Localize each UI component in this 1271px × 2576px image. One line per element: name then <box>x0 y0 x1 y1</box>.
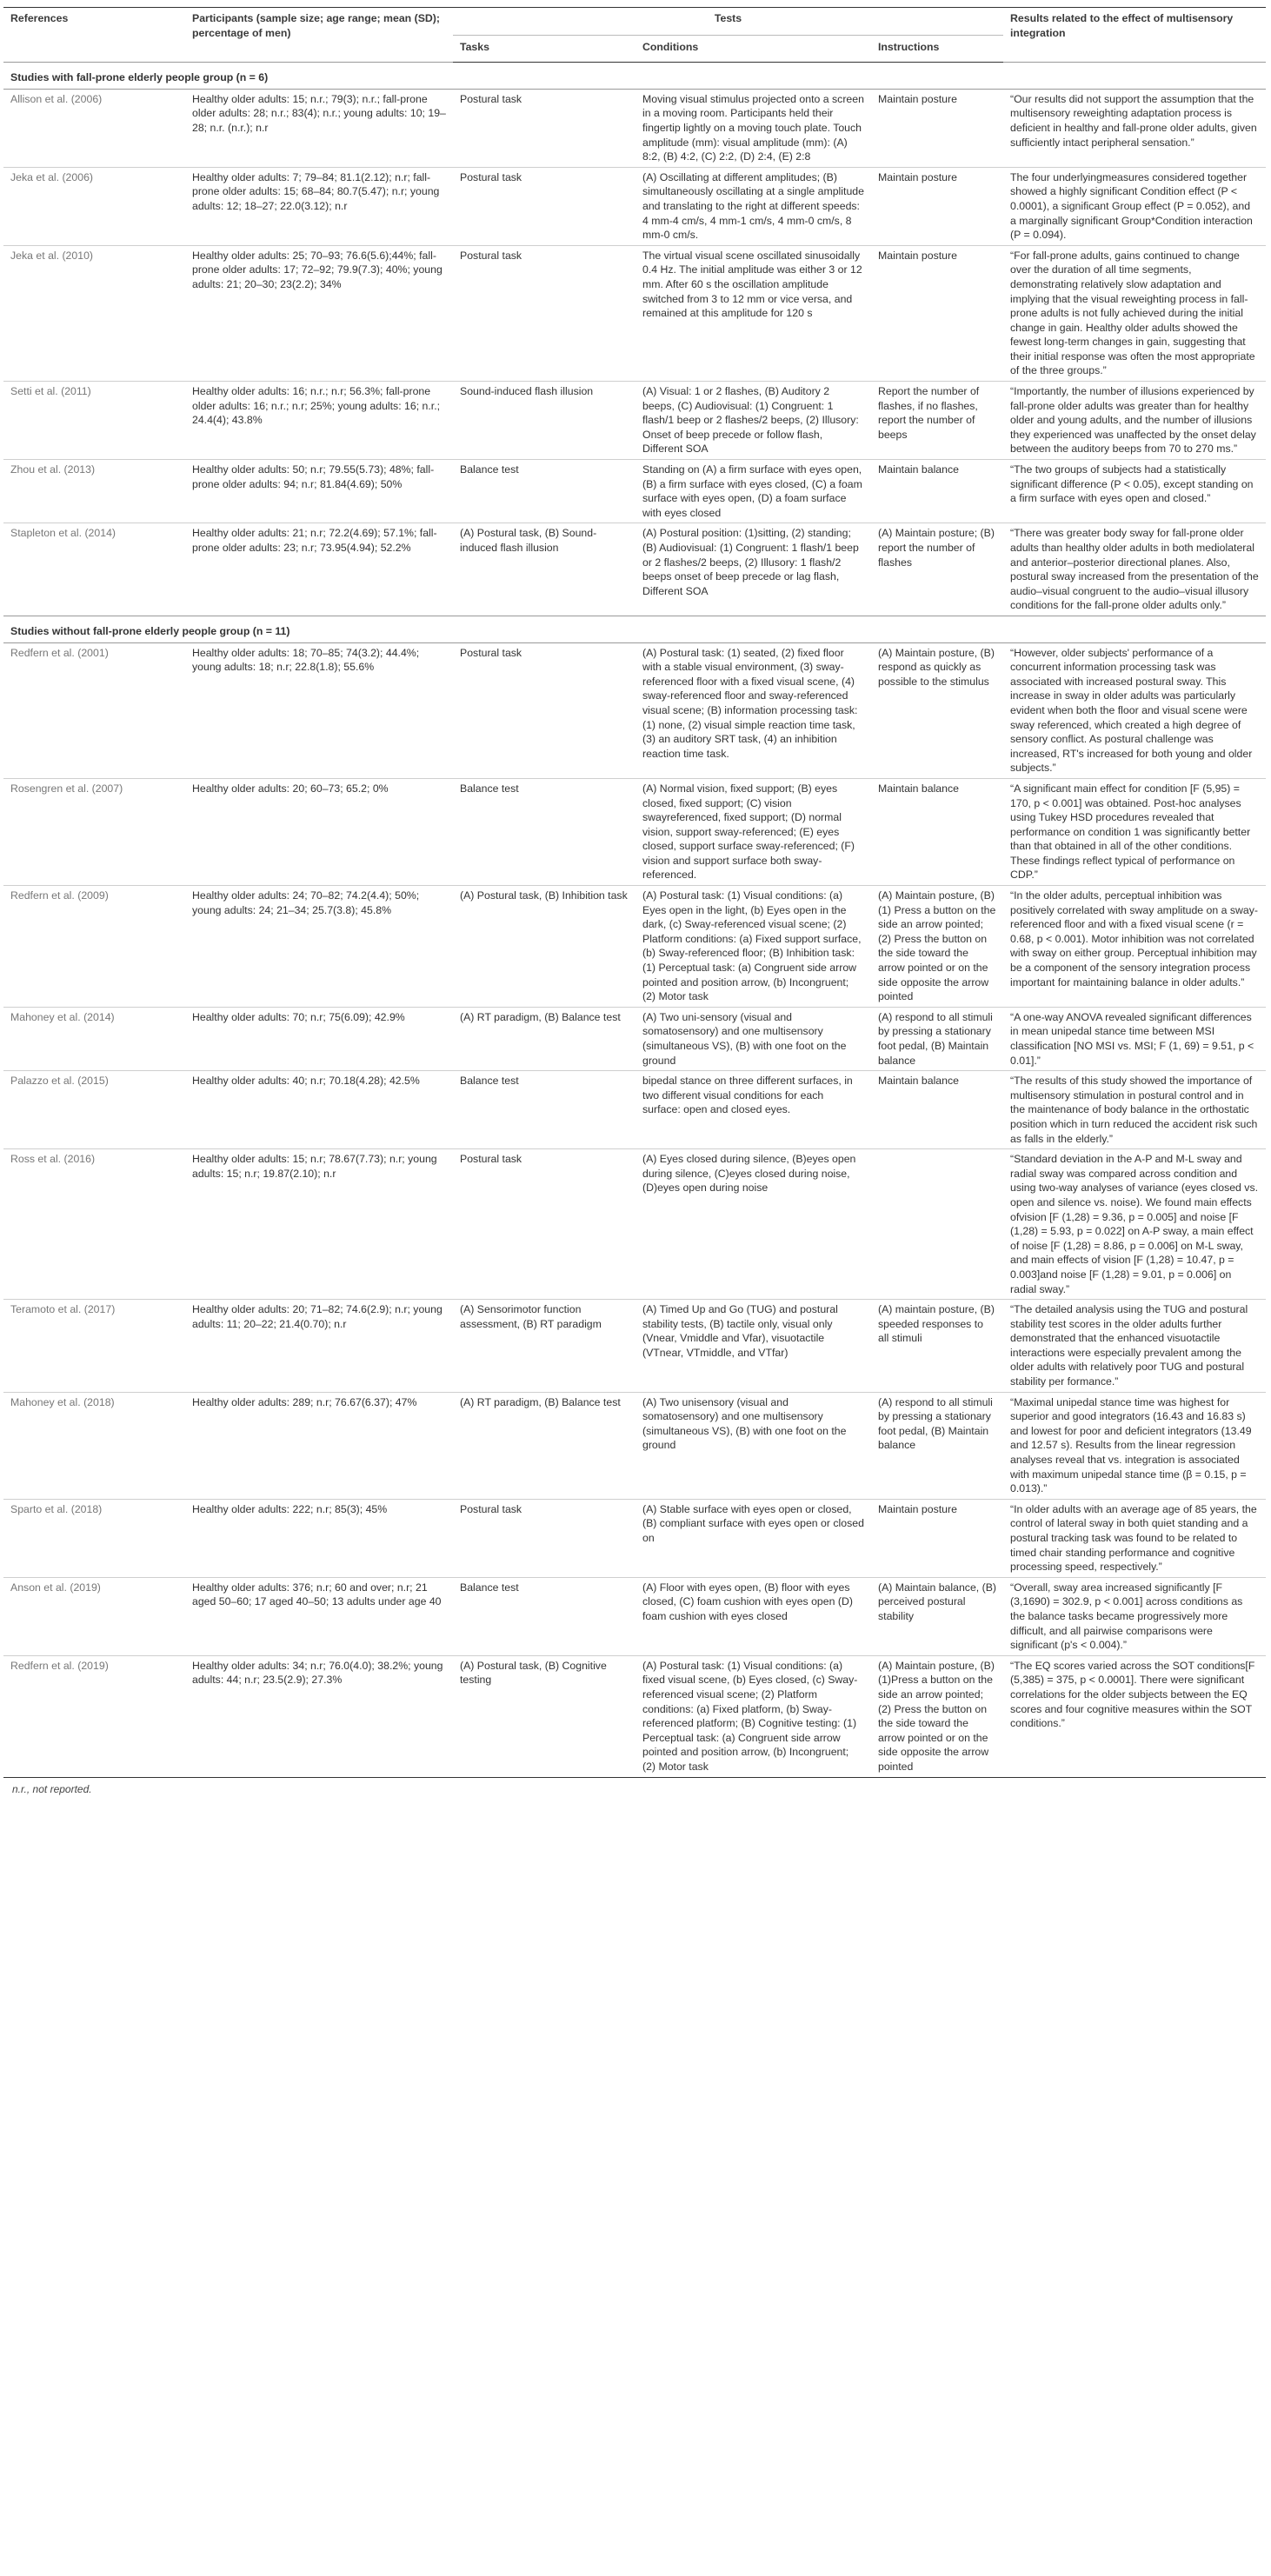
table-row <box>3 245 1266 381</box>
results-cell: “In the older adults, perceptual inhibition was positively correlated with sway amplitude on a sway-referenced floor and with a fixed visual scene (r = 0.68, p < 0.001). Motor inhibition was not correlated with sway on either group. Perceptual inhibition may be a component of the sensory integration process important for maintaining balance in older adults.” <box>1003 886 1266 1008</box>
results-cell: “However, older subjects' performance of a concurrent information processing task was associated with increased postural sway. This increase in sway in older adults was particularly evident when both the floor and visual scene were sway referenced, which created a high degree of sensory conflict. As postural challenge was increased, RT's increased for both young and older subjects.” <box>1003 642 1266 778</box>
participants-cell: Healthy older adults: 70; n.r; 75(6.09); 42.9% <box>185 1007 453 1070</box>
table-row <box>3 1577 1266 1655</box>
instructions-cell: (A) respond to all stimuli by pressing a stationary foot pedal, (B) Maintain balance <box>871 1392 1003 1499</box>
results-cell: “Standard deviation in the A-P and M-L sway and radial sway was compared across condition and using two-way analyses of variance (eyes closed vs. open and silence vs. noise). We found main effects ofvision [F (1,28) = 9.36, p = 0.005] and noise [F (1,28) = 5.93, p = 0.022] on A-P sway, a main effect of noise [F (1,28) = 8.86, p = 0.006] on M-L sway, and main effects of vision [F (1,28) = 10.47, p = 0.003]and noise [F (1,28) = 9.01, p = 0.006] on radial sway.” <box>1003 1149 1266 1300</box>
conditions-cell: (A) Two uni-sensory (visual and somatosensory) and one multisensory (simultaneous VS), (B) with one foot on the ground <box>636 1007 871 1070</box>
conditions-cell: (A) Timed Up and Go (TUG) and postural stability tests, (B) tactile only, visual only (Vnear, Vmiddle and Vfar), visuotactile (VTnear, VTmiddle, and VTfar) <box>636 1300 871 1393</box>
group-label: Studies with fall-prone elderly people group (n = 6) <box>3 63 1266 90</box>
group-header-row <box>3 616 1266 642</box>
instructions-cell: Maintain posture <box>871 1499 1003 1577</box>
table-row <box>3 89 1266 167</box>
table-row <box>3 1392 1266 1499</box>
results-cell: “The detailed analysis using the TUG and postural stability test scores in the older adults further demonstrated that the enhanced visuotactile interactions were especially prevalent among the older adults with relatively poor TUG and postural stability per formance.” <box>1003 1300 1266 1393</box>
participants-cell: Healthy older adults: 25; 70–93; 76.6(5.6);44%; fall-prone older adults: 17; 72–92; 79.9(7.3); 40%; young adults: 21; 20–30; 23(2.2); 34% <box>185 245 453 381</box>
group-header-row <box>3 63 1266 90</box>
tasks-cell: Balance test <box>453 1071 636 1149</box>
reference-cell: Jeka et al. (2006) <box>3 167 185 245</box>
table-row <box>3 382 1266 460</box>
participants-cell: Healthy older adults: 20; 71–82; 74.6(2.9); n.r; young adults: 11; 20–22; 21.4(0.70); n.r <box>185 1300 453 1393</box>
instructions-cell: Maintain posture <box>871 167 1003 245</box>
reference-cell: Sparto et al. (2018) <box>3 1499 185 1577</box>
table-footnote: n.r., not reported. <box>12 1782 92 1795</box>
conditions-cell: (A) Oscillating at different amplitudes; (B) simultaneously oscillating at a single amplitude and translating to the right at different speeds: 4 mm-4 cm/s, 4 mm-1 cm/s, 4 mm-0 cm/s, 8 mm-0 cm/s. <box>636 167 871 245</box>
tasks-cell: (A) RT paradigm, (B) Balance test <box>453 1392 636 1499</box>
instructions-cell: Maintain posture <box>871 245 1003 381</box>
participants-cell: Healthy older adults: 289; n.r; 76.67(6.37); 47% <box>185 1392 453 1499</box>
table-row <box>3 778 1266 885</box>
instructions-cell: (A) Maintain posture, (B) (1)Press a button on the side an arrow pointed; (2) Press the button on the side toward the arrow pointed or on the side opposite the arrow pointed <box>871 1655 1003 1777</box>
results-cell: The four underlyingmeasures considered together showed a highly significant Condition effect (P < 0.0001), a significant Group effect (P = 0.052), and a marginally significant Group*Condition interaction (P = 0.094). <box>1003 167 1266 245</box>
participants-cell: Healthy older adults: 34; n.r; 76.0(4.0); 38.2%; young adults: 44; n.r; 23.5(2.9); 27.3% <box>185 1655 453 1777</box>
header-tests: Tests <box>453 8 1003 36</box>
reference-cell: Redfern et al. (2009) <box>3 886 185 1008</box>
tasks-cell: Balance test <box>453 1577 636 1655</box>
conditions-cell: (A) Visual: 1 or 2 flashes, (B) Auditory 2 beeps, (C) Audiovisual: (1) Congruent: 1 flash/1 beep or 2 flashes/2 beeps, (2) Illusory: Onset of beep precede or follow flash, Different SOA <box>636 382 871 460</box>
header-conditions: Conditions <box>636 35 871 63</box>
header-participants: Participants (sample size; age range; mean (SD); percentage of men) <box>185 8 453 63</box>
instructions-cell <box>871 1149 1003 1300</box>
header-results: Results related to the effect of multisensory integration <box>1003 8 1266 63</box>
instructions-cell: (A) respond to all stimuli by pressing a stationary foot pedal, (B) Maintain balance <box>871 1007 1003 1070</box>
table-row <box>3 886 1266 1008</box>
conditions-cell: (A) Normal vision, fixed support; (B) eyes closed, fixed support; (C) vision swayreferenced, fixed support; (D) normal vision, support sway-referenced; (E) eyes closed, support surface sway-referenced; (F) vision and support surface both sway-referenced. <box>636 778 871 885</box>
instructions-cell: Report the number of flashes, if no flashes, report the number of beeps <box>871 382 1003 460</box>
participants-cell: Healthy older adults: 15; n.r.; 79(3); n.r.; fall-prone older adults: 28; n.r.; 83(4); n.r.; young adults: 10; 19–28; n.r. (n.r.); n.r <box>185 89 453 167</box>
reference-cell: Redfern et al. (2019) <box>3 1655 185 1777</box>
reference-cell: Mahoney et al. (2018) <box>3 1392 185 1499</box>
table-row <box>3 460 1266 523</box>
conditions-cell: The virtual visual scene oscillated sinusoidally 0.4 Hz. The initial amplitude was either 3 or 12 mm. After 60 s the oscillation amplitude switched from 3 to 12 mm or vice versa, and remained at this amplitude for 120 s <box>636 245 871 381</box>
studies-table <box>3 7 1266 1778</box>
results-cell: “The results of this study showed the importance of multisensory stimulation in postural control and in the maintenance of body balance in the orthostatic position which in turn reduced the accident risk such as falls in the elderly.” <box>1003 1071 1266 1149</box>
participants-cell: Healthy older adults: 20; 60–73; 65.2; 0% <box>185 778 453 885</box>
instructions-cell: (A) Maintain posture; (B) report the number of flashes <box>871 523 1003 616</box>
reference-cell: Jeka et al. (2010) <box>3 245 185 381</box>
conditions-cell: (A) Postural position: (1)sitting, (2) standing; (B) Audiovisual: (1) Congruent: 1 flash/1 beep or 2 flashes/2 beeps, (2) Illusory: 1 flash/2 beeps onset of beep precede or lag flash, Different SOA <box>636 523 871 616</box>
participants-cell: Healthy older adults: 15; n.r; 78.67(7.73); n.r; young adults: 15; n.r; 19.87(2.10); n.r <box>185 1149 453 1300</box>
instructions-cell: Maintain balance <box>871 778 1003 885</box>
participants-cell: Healthy older adults: 18; 70–85; 74(3.2); 44.4%; young adults: 18; n.r; 22.8(1.8); 55.6% <box>185 642 453 778</box>
reference-cell: Teramoto et al. (2017) <box>3 1300 185 1393</box>
participants-cell: Healthy older adults: 222; n.r; 85(3); 45% <box>185 1499 453 1577</box>
conditions-cell: (A) Stable surface with eyes open or closed, (B) compliant surface with eyes open or closed on <box>636 1499 871 1577</box>
instructions-cell: (A) maintain posture, (B) speeded responses to all stimuli <box>871 1300 1003 1393</box>
tasks-cell: Sound-induced flash illusion <box>453 382 636 460</box>
tasks-cell: Balance test <box>453 778 636 885</box>
table-row <box>3 1499 1266 1577</box>
table-body <box>3 63 1266 1777</box>
tasks-cell: Postural task <box>453 89 636 167</box>
conditions-cell: (A) Postural task: (1) Visual conditions: (a) Eyes open in the light, (b) Eyes open in the dark, (c) Sway-referenced visual scene; (2) Platform conditions: (a) Fixed support surface, (b) Sway-referenced floor; (B) Inhibition task: (1) Perceptual task: (a) Congruent side arrow pointed and position arrow, (b) Incongruent; (2) Motor task <box>636 886 871 1008</box>
table-row <box>3 1655 1266 1777</box>
results-cell: “Overall, sway area increased significantly [F (3,1690) = 302.9, p < 0.001] across conditions as the balance tasks became progressively more difficult, and all pairwise comparisons were significant (p's < 0.004).” <box>1003 1577 1266 1655</box>
results-cell: “In older adults with an average age of 85 years, the control of lateral sway in both quiet standing and a postural tracking task was found to be related to timed chair standing performance and cognitive processing speed, respectively.” <box>1003 1499 1266 1577</box>
conditions-cell: (A) Postural task: (1) seated, (2) fixed floor with a stable visual environment, (3) sway-referenced floor with a fixed visual scene, (4) sway-referenced floor and sway-referenced visual scene; (B) information processing task: (1) none, (2) visual simple reaction time task, (3) an auditory SRT task, (4) an inhibition reaction time task. <box>636 642 871 778</box>
reference-cell: Rosengren et al. (2007) <box>3 778 185 885</box>
instructions-cell: (A) Maintain posture, (B) (1) Press a button on the side an arrow pointed; (2) Press the button on the side toward the arrow pointed or on the side opposite the arrow pointed <box>871 886 1003 1008</box>
reference-cell: Anson et al. (2019) <box>3 1577 185 1655</box>
header-references: References <box>3 8 185 63</box>
conditions-cell: Standing on (A) a firm surface with eyes open, (B) a firm surface with eyes closed, (C) a foam surface with eyes open, (D) a foam surface with eyes closed <box>636 460 871 523</box>
conditions-cell: (A) Floor with eyes open, (B) floor with eyes closed, (C) foam cushion with eyes open (D) foam cushion with eyes closed <box>636 1577 871 1655</box>
tasks-cell: Balance test <box>453 460 636 523</box>
reference-cell: Zhou et al. (2013) <box>3 460 185 523</box>
results-cell: “A significant main effect for condition [F (5,95) = 170, p < 0.001] was obtained. Post-hoc analyses using Tukey HSD procedures revealed that performance on condition 1 was significantly better than that obtained in all of the other conditions. These findings reflect typical of performance on CDP.” <box>1003 778 1266 885</box>
table-row <box>3 1300 1266 1393</box>
table-row <box>3 1007 1266 1070</box>
table-row <box>3 1071 1266 1149</box>
header-instructions: Instructions <box>871 35 1003 63</box>
participants-cell: Healthy older adults: 40; n.r; 70.18(4.28); 42.5% <box>185 1071 453 1149</box>
reference-cell: Ross et al. (2016) <box>3 1149 185 1300</box>
table-row <box>3 523 1266 616</box>
reference-cell: Redfern et al. (2001) <box>3 642 185 778</box>
instructions-cell: Maintain posture <box>871 89 1003 167</box>
conditions-cell: (A) Postural task: (1) Visual conditions: (a) fixed visual scene, (b) Eyes closed, (c) Sway-referenced visual scene; (2) Platform conditions: (a) Fixed platform, (b) Sway-referenced platform; (B) Cognitive testing: (1) Perceptual task: (a) Congruent side arrow pointed and position arrow, (b) Incongruent; (2) Motor task <box>636 1655 871 1777</box>
tasks-cell: (A) Sensorimotor function assessment, (B) RT paradigm <box>453 1300 636 1393</box>
tasks-cell: (A) RT paradigm, (B) Balance test <box>453 1007 636 1070</box>
conditions-cell: (A) Eyes closed during silence, (B)eyes open during silence, (C)eyes closed during noise, (D)eyes open during noise <box>636 1149 871 1300</box>
tasks-cell: (A) Postural task, (B) Sound-induced flash illusion <box>453 523 636 616</box>
table-row <box>3 642 1266 778</box>
tasks-cell: (A) Postural task, (B) Cognitive testing <box>453 1655 636 1777</box>
results-cell: “Importantly, the number of illusions experienced by fall-prone older adults was greater than for healthy older and young adults, and the number of illusions they experienced was unaffected by the onset delay between the auditory beeps from 70 to 270 ms.” <box>1003 382 1266 460</box>
table-row <box>3 167 1266 245</box>
tasks-cell: Postural task <box>453 167 636 245</box>
participants-cell: Healthy older adults: 376; n.r; 60 and over; n.r; 21 aged 50–60; 17 aged 40–50; 13 adults under age 40 <box>185 1577 453 1655</box>
reference-cell: Setti et al. (2011) <box>3 382 185 460</box>
group-label: Studies without fall-prone elderly people group (n = 11) <box>3 616 1266 642</box>
instructions-cell: Maintain balance <box>871 460 1003 523</box>
tasks-cell: Postural task <box>453 1149 636 1300</box>
participants-cell: Healthy older adults: 16; n.r.; n.r; 56.3%; fall-prone older adults: 16; n.r.; n.r; 25%; young adults: 16; n.r.; 24.4(4); 43.8% <box>185 382 453 460</box>
results-cell: “Maximal unipedal stance time was highest for superior and good integrators (16.43 and 16.83 s) and lowest for poor and deficient integrators (13.49 and 12.57 s). Results from the linear regression analyses reveal that vs. integration is associated with maximum unipedal stance time (β = 0.15, p = 0.013).” <box>1003 1392 1266 1499</box>
reference-cell: Mahoney et al. (2014) <box>3 1007 185 1070</box>
instructions-cell: (A) Maintain posture, (B) respond as quickly as possible to the stimulus <box>871 642 1003 778</box>
participants-cell: Healthy older adults: 24; 70–82; 74.2(4.4); 50%; young adults: 24; 21–34; 25.7(3.8); 45.8% <box>185 886 453 1008</box>
conditions-cell: (A) Two unisensory (visual and somatosensory) and one multisensory (simultaneous VS), (B) with one foot on the ground <box>636 1392 871 1499</box>
results-cell: “The two groups of subjects had a statistically significant difference (P < 0.05), except standing on a firm surface with eyes open and closed.” <box>1003 460 1266 523</box>
instructions-cell: Maintain balance <box>871 1071 1003 1149</box>
tasks-cell: Postural task <box>453 642 636 778</box>
participants-cell: Healthy older adults: 7; 79–84; 81.1(2.12); n.r; fall-prone older adults: 15; 68–84; 80.7(5.47); n.r; young adults: 12; 18–27; 22.0(3.12); n.r <box>185 167 453 245</box>
results-cell: “There was greater body sway for fall-prone older adults than healthy older adults in both mediolateral and anterior–posterior directional planes. Also, postural sway increased from the presentation of the audio–visual congruent to the audio–visual illusory conditions for the fall-prone older adults only.” <box>1003 523 1266 616</box>
reference-cell: Palazzo et al. (2015) <box>3 1071 185 1149</box>
header-tasks: Tasks <box>453 35 636 63</box>
results-cell: “Our results did not support the assumption that the multisensory reweighting adaptation process is deficient in healthy and fall-prone older adults, given sufficiently intact peripheral sensation.” <box>1003 89 1266 167</box>
participants-cell: Healthy older adults: 21; n.r; 72.2(4.69); 57.1%; fall-prone older adults: 23; n.r; 73.95(4.94); 52.2% <box>185 523 453 616</box>
results-cell: “The EQ scores varied across the SOT conditions[F (5,385) = 375, p < 0.0001]. There were significant correlations for the older subjects between the EQ scores and four cognitive measures within the SOT conditions.” <box>1003 1655 1266 1777</box>
conditions-cell: bipedal stance on three different surfaces, in two different visual conditions for each surface: open and closed eyes. <box>636 1071 871 1149</box>
tasks-cell: Postural task <box>453 1499 636 1577</box>
reference-cell: Stapleton et al. (2014) <box>3 523 185 616</box>
reference-cell: Allison et al. (2006) <box>3 89 185 167</box>
table-row <box>3 1149 1266 1300</box>
conditions-cell: Moving visual stimulus projected onto a screen in a moving room. Participants held their fingertip lightly on a moving touch plate. Touch amplitude (mm): visual amplitude (mm): (A) 8:2, (B) 4:2, (C) 2:2, (D) 2:4, (E) 2:8 <box>636 89 871 167</box>
instructions-cell: (A) Maintain balance, (B) perceived postural stability <box>871 1577 1003 1655</box>
results-cell: “A one-way ANOVA revealed significant differences in mean unipedal stance time between MSI classification [NO MSI vs. MSI; F (1, 69) = 9.51, p < 0.01].” <box>1003 1007 1266 1070</box>
results-cell: “For fall-prone adults, gains continued to change over the duration of all time segments, demonstrating relatively slow adaptation and implying that the visual reweighting process in fall-prone adults is not fully achieved during the initial change in gain. Healthy older adults showed the fewest long-term changes in gain, suggesting that their initial response was often the most appropriate of the three groups.” <box>1003 245 1266 381</box>
tasks-cell: (A) Postural task, (B) Inhibition task <box>453 886 636 1008</box>
participants-cell: Healthy older adults: 50; n.r; 79.55(5.73); 48%; fall-prone older adults: 94; n.r; 81.84(4.69); 50% <box>185 460 453 523</box>
tasks-cell: Postural task <box>453 245 636 381</box>
